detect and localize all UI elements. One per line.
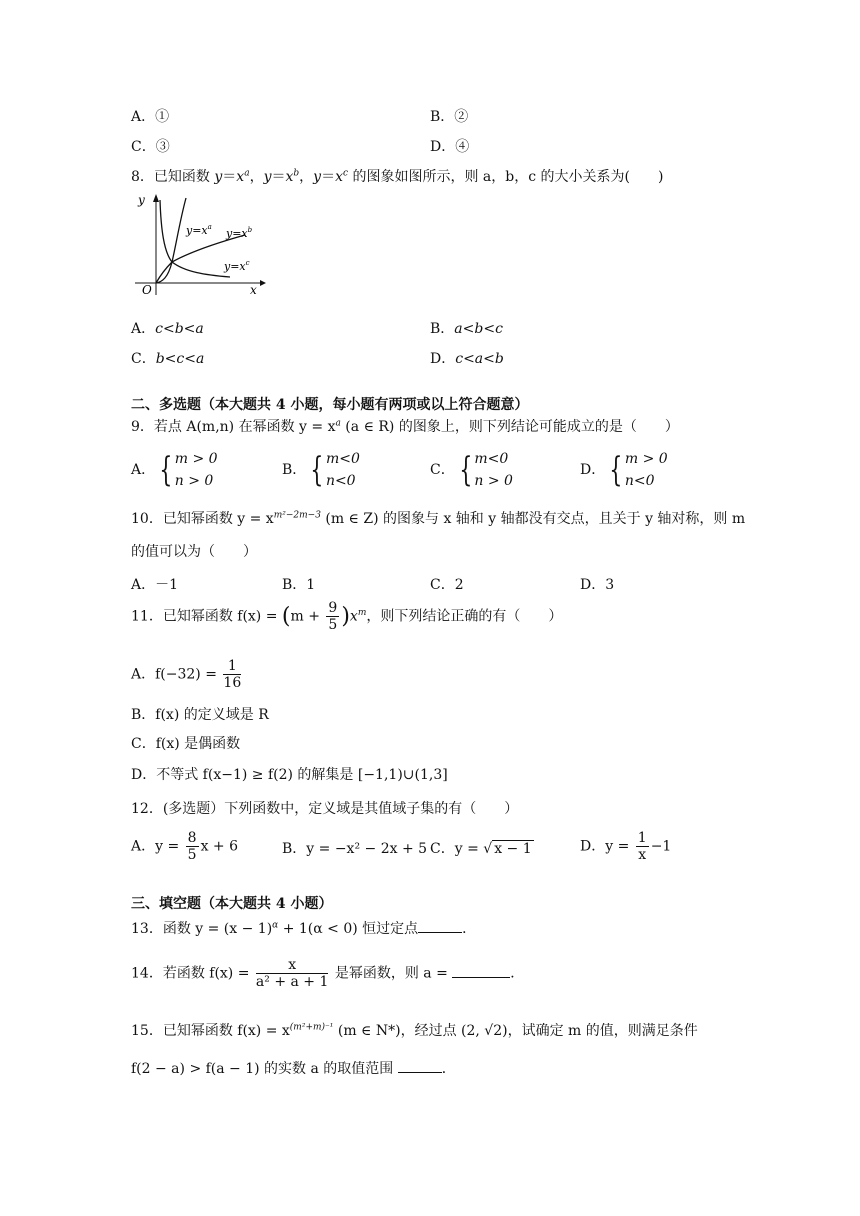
q8-graph	[130, 190, 270, 300]
q13: 13．函数 $y = (x - 1)^\alpha + 1(\alpha < 0)$ 恒过定点 ．	[131, 920, 477, 937]
q7-option-c: C．③	[131, 139, 170, 155]
q7-option-b: B．②	[430, 109, 469, 125]
graph-x-label: x	[250, 283, 257, 297]
q11-option-d: D．不等式 f(x−1) ≥ f(2) 的解集是 [−1,1)∪(1,3]	[131, 767, 448, 783]
section-3-title: 三、填空题（本大题共 4 小题）	[131, 896, 333, 912]
q9-option-a: A． { m > 0 n > 0	[131, 450, 218, 490]
q10-line2: 的值可以为（ ）	[131, 544, 257, 560]
q8-option-b: B．a<b<c	[430, 321, 503, 337]
graph-label-c: $y=x^c$	[224, 259, 250, 273]
q13-answer-blank[interactable]	[418, 932, 462, 933]
q10-line1: 10．已知幂函数 $y = x^{m^2-2m-3}$ (m ∈ Z) 的图象与 x 轴和 y 轴都没有交点，且关于 y 轴对称，则 m	[131, 510, 746, 527]
q7-option-a: A．①	[131, 109, 170, 125]
q12-option-d: D．y = $\frac{1}{x}$ −1	[580, 830, 672, 863]
section-2-title: 二、多选题（本大题共 4 小题，每小题有两项或以上符合题意）	[131, 397, 529, 413]
q9-option-c: C． { m<0 n > 0	[430, 450, 513, 490]
q10-option-d: D．3	[580, 577, 615, 593]
q11-option-a: A．f(−32) = $\frac{1}{16}$	[131, 658, 242, 691]
q8-option-a: A．c<b<a	[131, 321, 204, 337]
q9-option-b: B． { m<0 n<0	[282, 450, 360, 490]
q11-stem: 11．已知幂函数 f(x) = (m + $\frac{9}{5}$ )$x^m$，则下列结论正确的有（ ）	[131, 600, 563, 633]
q9-stem: 9．若点 A(m,n) 在幂函数 $y = x^a$ (a ∈ R) 的图象上，则下列结论可能成立的是（ ）	[131, 418, 679, 435]
q10-option-b: B．1	[282, 577, 316, 593]
q10-option-a: A．－1	[131, 577, 179, 593]
q12-option-b: B．y = −x² − 2x + 5	[282, 841, 428, 857]
q15-line1: 15．已知幂函数 $f(x) = x^{(m^2+m)^{-1}}$ (m ∈ N*)，经过点 (2, √2)，试确定 m 的值，则满足条件	[131, 1022, 698, 1039]
q8-option-d: D．c<a<b	[430, 351, 504, 367]
q10-option-c: C．2	[430, 577, 464, 593]
q7-option-d: D．④	[430, 139, 470, 155]
q9-option-d: D． { m > 0 n<0	[580, 450, 668, 490]
q14: 14．若函数 f(x) = $\frac{x}{\text{a² + a + 1}}$ 是幂函数，则 a = ．	[131, 957, 525, 990]
q15-answer-blank[interactable]	[398, 1072, 442, 1073]
q11-option-b: B．f(x) 的定义域是 R	[131, 707, 269, 723]
q12-option-c: C．y = √ x − 1	[430, 841, 532, 857]
graph-origin-label: O	[142, 283, 152, 297]
q12-option-a: A．y = $\frac{8}{5}$ x + 6	[131, 830, 239, 863]
q12-stem: 12．(多选题）下列函数中，定义域是其值域子集的有（ ）	[131, 801, 519, 817]
graph-label-b: $y=x^b$	[226, 226, 253, 240]
q11-option-c: C．f(x) 是偶函数	[131, 736, 241, 752]
q14-answer-blank[interactable]	[452, 977, 510, 978]
graph-label-a: $y=x^a$	[186, 223, 212, 237]
q8-option-c: C．b<c<a	[131, 351, 205, 367]
graph-y-label: y	[138, 193, 145, 207]
q15-line2: f(2 − a) > f(a − 1) 的实数 a 的取值范围 ．	[131, 1061, 456, 1077]
q8-stem: 8．已知函数 $y=x^a$，$y=x^b$，$y=x^c$ 的图象如图所示，则 a，b，c 的大小关系为( )	[131, 168, 664, 185]
